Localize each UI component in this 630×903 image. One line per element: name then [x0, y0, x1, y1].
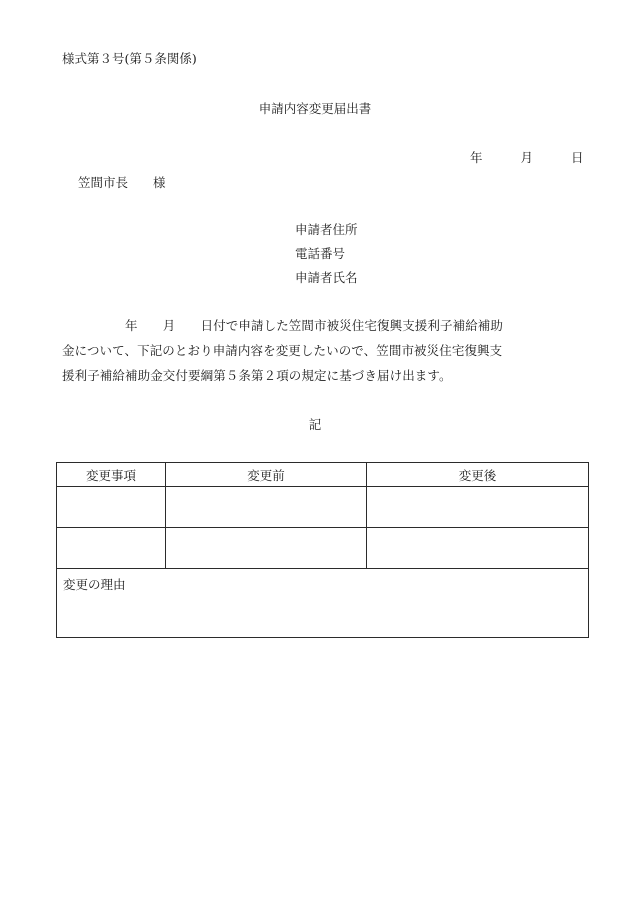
date-year-label: 年	[470, 150, 483, 165]
body-line: 年 月 日付で申請した笠間市被災住宅復興支援利子補給補助	[62, 318, 504, 333]
change-table	[56, 462, 589, 638]
body-line: 援利子補給補助金交付要綱第５条第２項の規定に基づき届け出ます。	[62, 368, 452, 383]
section-heading-ki: 記	[308, 417, 322, 432]
applicant-block	[295, 222, 358, 294]
before-cell[interactable]	[166, 528, 367, 569]
table-row	[57, 487, 589, 528]
column-header-before: 変更前	[166, 463, 367, 487]
change-item-cell[interactable]	[57, 528, 166, 569]
change-item-cell[interactable]	[57, 487, 166, 528]
column-header-after: 変更後	[367, 463, 589, 487]
date-day-label: 日	[570, 150, 584, 165]
after-cell[interactable]	[367, 487, 589, 528]
table-row	[57, 528, 589, 569]
reason-label: 変更の理由	[63, 577, 126, 592]
form-number: 様式第３号(第５条関係)	[62, 51, 197, 66]
table-header-row	[57, 463, 589, 487]
after-cell[interactable]	[367, 528, 589, 569]
body-line: 金について、下記のとおり申請内容を変更したいので、笠間市被災住宅復興支	[62, 343, 503, 358]
column-header-change-item: 変更事項	[57, 463, 166, 487]
before-cell[interactable]	[166, 487, 367, 528]
body-paragraph	[62, 318, 577, 393]
applicant-address-label: 申請者住所	[295, 222, 358, 237]
reason-row	[57, 569, 589, 638]
addressee: 笠間市長 様	[78, 175, 166, 190]
applicant-name-label: 申請者氏名	[295, 270, 358, 285]
applicant-phone-label: 電話番号	[295, 246, 346, 261]
reason-cell[interactable]	[57, 569, 589, 638]
date-month-label: 月	[520, 150, 533, 165]
document-title: 申請内容変更届出書	[258, 101, 372, 116]
date-line	[470, 150, 583, 166]
